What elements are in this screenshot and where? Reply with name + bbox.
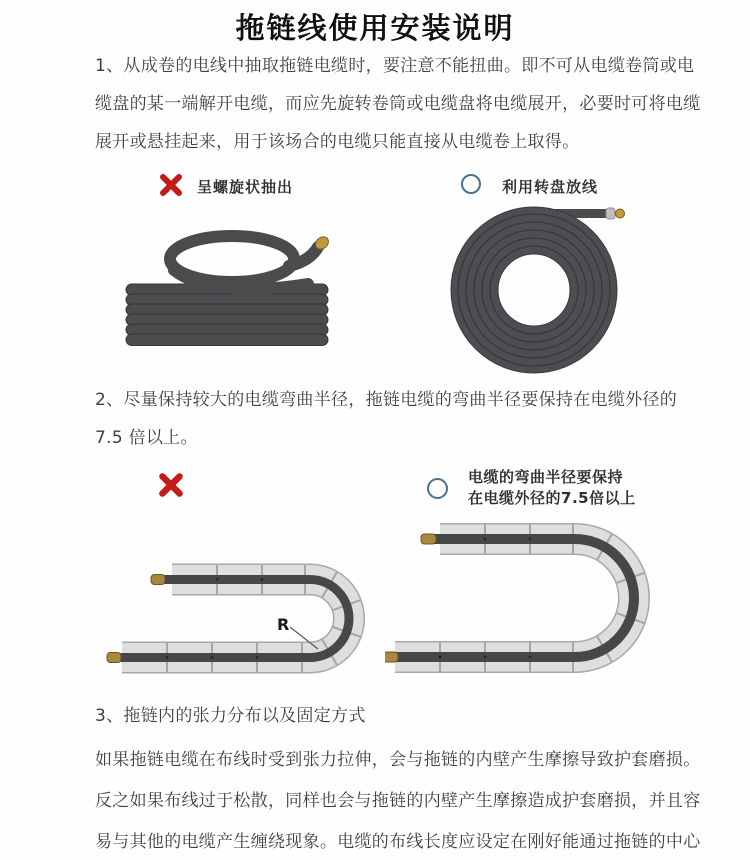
paragraph-2 [95, 381, 677, 457]
radius-label: R [277, 615, 290, 634]
paragraph-3-line-2: 反之如果布线过于松散，同样也会与拖链的内壁产生摩擦造成护套磨损，并且容 [95, 791, 701, 811]
cable-connector-gold [107, 653, 121, 663]
figure2-ok-caption-line-2: 在电缆外径的7.5倍以上 [468, 489, 636, 507]
cable-collar [606, 208, 615, 219]
coil-spiral-pullout-image [110, 200, 350, 380]
paragraph-2-line-1: 2、尽量保持较大的电缆弯曲半径，拖链电缆的弯曲半径要保持在电缆外径的 [95, 390, 678, 410]
spiral-loop [170, 234, 331, 289]
x-mark-icon [156, 470, 186, 500]
coil-turntable-image [430, 193, 645, 383]
coil-rings [451, 207, 617, 373]
page-title: 拖链线使用安装说明 [235, 13, 515, 45]
paragraph-3-line-3: 易与其他的电缆产生缠绕现象。电缆的布线长度应设定在刚好能通过拖链的中心 [95, 832, 701, 852]
cable-connector-gold [385, 652, 398, 662]
dragchain-large-radius-image [385, 505, 665, 685]
cable-connector-gold [421, 534, 436, 544]
figure1-ok-caption: 利用转盘放线 [502, 178, 599, 196]
figure2-ok-caption [468, 467, 636, 509]
paragraph-2-line-2: 7.5 倍以上。 [95, 428, 198, 448]
paragraph-3 [95, 740, 701, 860]
paragraph-3-line-1: 如果拖链电缆在布线时受到张力拉伸，会与拖链的内壁产生摩擦导致护套磨损。 [95, 750, 701, 770]
x-mark-icon [157, 171, 185, 199]
dragchain-small-radius-image [105, 548, 365, 703]
ok-circle-icon [461, 174, 481, 194]
paragraph-1-line-1: 1、从成卷的电线中抽取拖链电缆时，要注意不能扭曲。即不可从电缆卷筒或电 [95, 56, 695, 76]
paragraph-1 [95, 47, 701, 161]
cable-connector-gold [151, 575, 165, 585]
paragraph-1-line-3: 展开或悬挂起来，用于该场合的电缆只能直接从电缆卷上取得。 [95, 132, 580, 152]
ok-circle-icon [427, 478, 448, 499]
figure1-wrong-caption: 呈螺旋状抽出 [197, 178, 294, 196]
figure2-ok-caption-line-1: 电缆的弯曲半径要保持 [468, 468, 624, 486]
section3-heading: 3、拖链内的张力分布以及固定方式 [95, 706, 366, 726]
cable-connector-gold [616, 209, 625, 218]
paragraph-1-line-2: 缆盘的某一端解开电缆，而应先旋转卷筒或电缆盘将电缆展开，必要时可将电缆 [95, 94, 701, 114]
